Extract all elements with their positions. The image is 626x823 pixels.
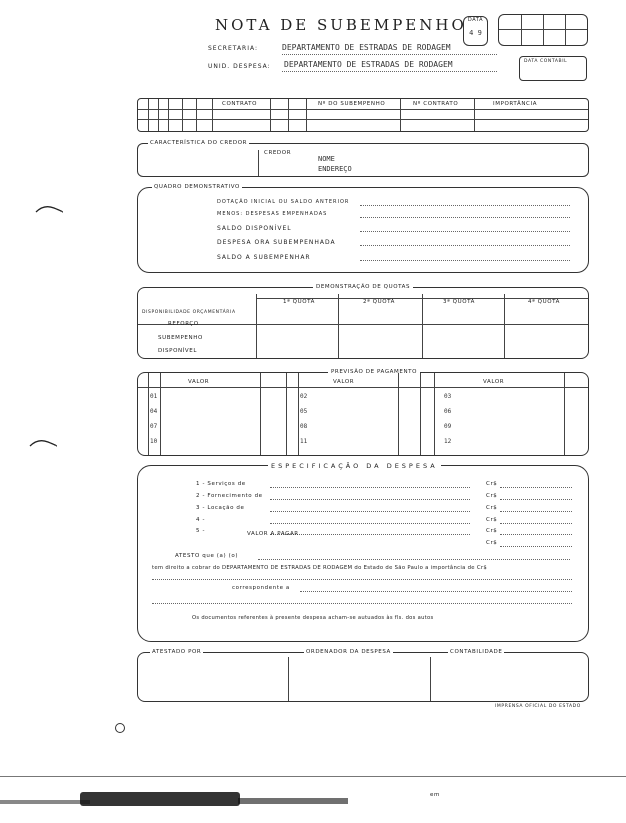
espec-item-2: 2 - Fornecimento de — [196, 493, 263, 499]
margin-mark-icon-2 — [28, 436, 58, 450]
month-07: 07 — [150, 423, 158, 430]
top-code-table — [137, 98, 589, 132]
espec-currency-1: Cr$ — [486, 481, 498, 487]
secretaria-label: SECRETARIA: — [208, 45, 259, 52]
previsao-valor-1: VALOR — [188, 379, 210, 385]
month-03: 03 — [444, 393, 452, 400]
month-05: 05 — [300, 408, 308, 415]
quota-1-header: 1ª QUOTA — [283, 299, 316, 305]
data-contabil-label: DATA CONTABIL — [524, 59, 568, 64]
credor-box — [137, 140, 589, 177]
previsao-valor-2: VALOR — [333, 379, 355, 385]
atestado-label: ATESTADO POR — [152, 649, 202, 655]
quadro-row-3: SALDO DISPONÍVEL — [217, 225, 292, 232]
date-value: 4 9 — [469, 29, 482, 37]
valor-a-pagar-currency: Cr$ — [486, 540, 498, 546]
quota-row-1: DISPONIBILIDADE ORÇAMENTÁRIA — [142, 310, 236, 315]
header-importancia: IMPORTÂNCIA — [493, 101, 538, 107]
month-04: 04 — [150, 408, 158, 415]
valor-a-pagar-label: VALOR A PAGAR — [247, 531, 299, 537]
data-contabil-box — [519, 56, 587, 81]
especificacao-title: ESPECIFICAÇÃO DA DESPESA — [268, 462, 441, 470]
date-box — [463, 16, 488, 46]
quota-row-4: DISPONÍVEL — [158, 348, 198, 354]
quota-3-header: 3ª QUOTA — [443, 299, 476, 305]
month-10: 10 — [150, 438, 158, 445]
quotas-title: DEMONSTRAÇÃO DE QUOTAS — [313, 284, 413, 290]
quadro-row-4: DESPESA ORA SUBEMPENHADA — [217, 239, 336, 246]
quadro-title: QUADRO DEMONSTRATIVO — [154, 184, 240, 190]
form-title: NOTA DE SUBEMPENHO — [215, 16, 467, 34]
espec-item-1: 1 - Serviços de — [196, 481, 246, 487]
espec-currency-5: Cr$ — [486, 528, 498, 534]
hole-punch-icon — [115, 723, 125, 733]
month-12: 12 — [444, 438, 452, 445]
header-num-subempenho: Nº DO SUBEMPENHO — [318, 101, 386, 107]
quota-2-header: 2ª QUOTA — [363, 299, 396, 305]
atesto-text: ATESTO que (a) (o) — [175, 553, 239, 559]
previsao-title: PREVISÃO DE PAGAMENTO — [328, 369, 420, 375]
quota-row-3: SUBEMPENHO — [158, 335, 203, 341]
month-08: 08 — [300, 423, 308, 430]
espec-currency-3: Cr$ — [486, 505, 498, 511]
espec-currency-4: Cr$ — [486, 517, 498, 523]
scan-text: em — [430, 792, 440, 798]
month-02: 02 — [300, 393, 308, 400]
credor-endereco: ENDEREÇO — [318, 165, 352, 173]
month-06: 06 — [444, 408, 452, 415]
header-num-contrato: Nº CONTRATO — [413, 101, 459, 107]
espec-item-4: 4 - — [196, 517, 206, 523]
month-11: 11 — [300, 438, 308, 445]
quota-row-2: REFORÇO — [168, 321, 199, 327]
unid-value: DEPARTAMENTO DE ESTRADAS DE RODAGEM — [284, 60, 453, 69]
ordenador-label: ORDENADOR DA DESPESA — [306, 649, 391, 655]
unid-label: UNID. DESPESA: — [208, 63, 271, 70]
footer-box — [137, 649, 589, 702]
date-label: DATA — [467, 17, 484, 23]
month-09: 09 — [444, 423, 452, 430]
credor-section-label: CARACTERÍSTICA DO CREDOR — [150, 140, 248, 146]
contabilidade-label: CONTABILIDADE — [450, 649, 503, 655]
previsao-box — [137, 369, 589, 456]
header-contrato: CONTRATO — [222, 101, 258, 107]
margin-mark-icon — [34, 202, 64, 216]
espec-item-3: 3 - Locação de — [196, 505, 245, 511]
secretaria-value: DEPARTAMENTO DE ESTRADAS DE RODAGEM — [282, 43, 451, 52]
code-box — [498, 14, 588, 46]
credor-nome: NOME — [318, 155, 335, 163]
scan-artifact — [80, 792, 240, 806]
quadro-row-5: SALDO A SUBEMPENHAR — [217, 254, 311, 261]
docs-text: Os documentos referentes à presente despesa acham-se autuados às fls. dos autos — [192, 615, 434, 621]
month-01: 01 — [150, 393, 158, 400]
quotas-box — [137, 284, 589, 359]
quadro-row-2: MENOS: DESPESAS EMPENHADAS — [217, 211, 328, 217]
previsao-valor-3: VALOR — [483, 379, 505, 385]
declaration-text: tem direito a cobrar do DEPARTAMENTO DE ESTRADAS DE RODAGEM do Estado de São Paulo a importância de Cr$ — [152, 565, 487, 571]
espec-currency-2: Cr$ — [486, 493, 498, 499]
espec-item-5: 5 - — [196, 528, 206, 534]
quota-4-header: 4ª QUOTA — [528, 299, 561, 305]
quadro-row-1: DOTAÇÃO INICIAL OU SALDO ANTERIOR — [217, 199, 350, 205]
credor-label: CREDOR — [264, 150, 292, 156]
correspondente-text: correspondente a — [232, 585, 290, 591]
footer-bottom-right: IMPRENSA OFICIAL DO ESTADO — [495, 704, 581, 709]
